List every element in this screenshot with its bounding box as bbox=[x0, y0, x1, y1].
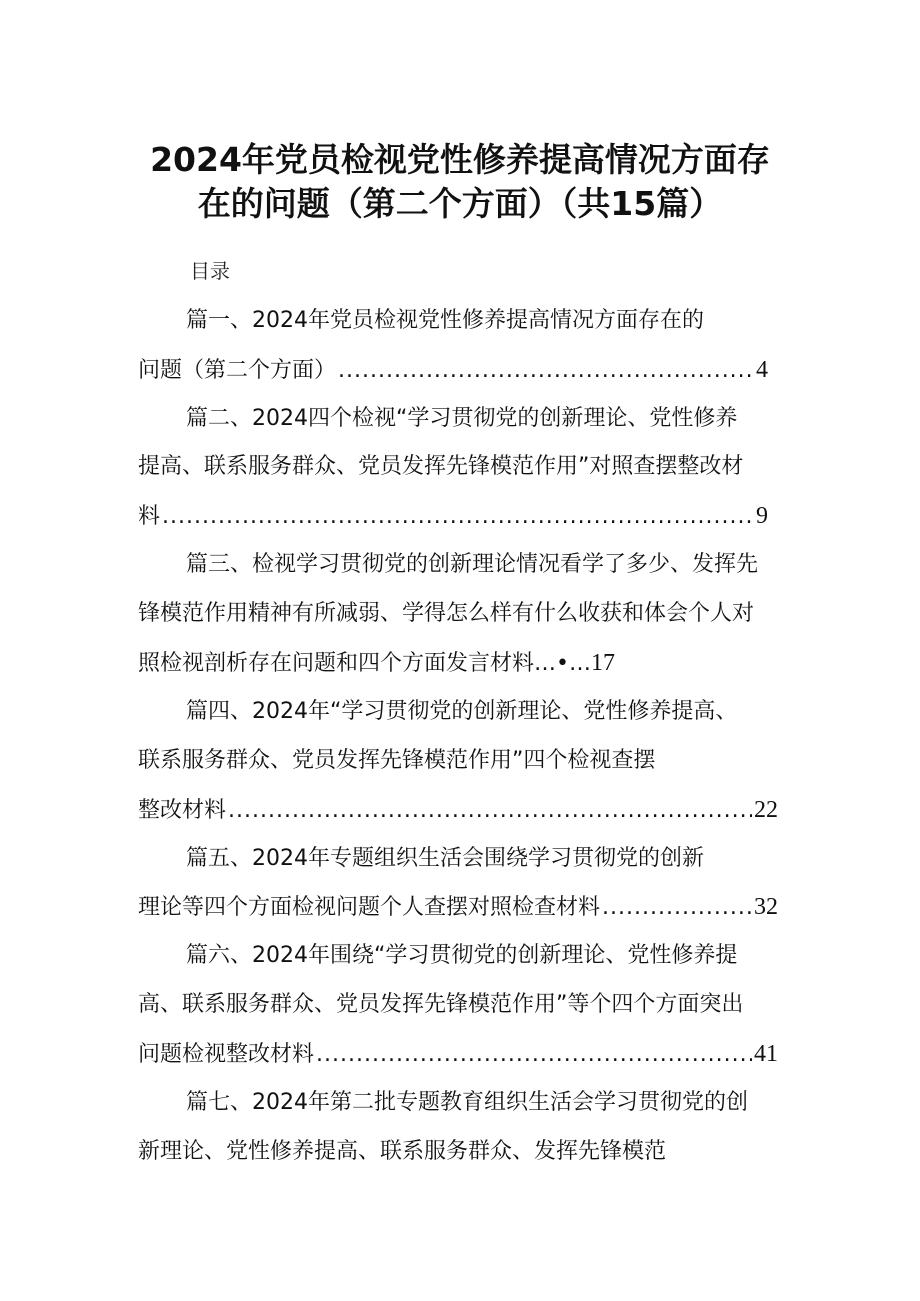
toc-entry-3-leader[interactable] bbox=[138, 646, 615, 681]
toc-entry-6-text: 问题检视整改材料 bbox=[138, 1042, 315, 1067]
toc-entry-5-page: 32 bbox=[754, 894, 778, 920]
toc-entry-6-line-2: 高、联系服务群众、党员发挥先锋模范作用”等个四个方面突出 bbox=[138, 992, 744, 1017]
toc-entry-7-line-2: 新理论、党性修养提高、联系服务群众、发挥先锋模范 bbox=[138, 1139, 667, 1164]
toc-entry-7-line-1: 篇七、2024年第二批专题教育组织生活会学习贯彻党的创 bbox=[186, 1090, 748, 1115]
dot-leader bbox=[316, 1038, 752, 1072]
dot-leader bbox=[228, 794, 752, 828]
toc-entry-4-leader[interactable] bbox=[138, 793, 778, 828]
toc-entry-4-text: 整改材料 bbox=[138, 798, 227, 823]
toc-entry-3-line-1: 篇三、检视学习贯彻党的创新理论情况看学了多少、发挥先 bbox=[186, 552, 759, 577]
toc-entry-1-page: 4 bbox=[756, 357, 768, 383]
toc-entry-2-page: 9 bbox=[756, 503, 768, 529]
toc-entry-2-text: 料 bbox=[138, 504, 161, 529]
toc-entry-3-line-2: 锋模范作用精神有所减弱、学得怎么样有什么收获和体会个人对 bbox=[138, 601, 755, 626]
toc-entry-3-text: 照检视剖析存在问题和四个方面发言材料…•… bbox=[138, 651, 591, 676]
toc-entry-1-text: 问题（第二个方面） bbox=[138, 358, 337, 383]
toc-entry-5-leader[interactable] bbox=[138, 890, 778, 925]
toc-entry-6-page: 41 bbox=[754, 1041, 778, 1067]
toc-entry-2-line-2: 提高、联系服务群众、党员发挥先锋模范作用”对照查摆整改材 bbox=[138, 454, 744, 479]
toc-entry-5-text: 理论等四个方面检视问题个人查摆对照检查材料 bbox=[138, 895, 601, 920]
toc-entry-2-leader[interactable] bbox=[138, 499, 768, 534]
toc-entry-3-page: 17 bbox=[590, 650, 615, 676]
dot-leader bbox=[602, 891, 752, 925]
toc-entry-4-page: 22 bbox=[754, 797, 778, 823]
toc-heading: 目录 bbox=[190, 259, 230, 283]
toc-entry-6-leader[interactable] bbox=[138, 1037, 778, 1072]
toc-entry-1-line-1: 篇一、2024年党员检视党性修养提高情况方面存在的 bbox=[186, 308, 704, 333]
document-title-line-2: 在的问题（第二个方面）（共15篇） bbox=[197, 184, 723, 223]
dot-leader bbox=[162, 500, 754, 534]
toc-entry-5-line-1: 篇五、2024年专题组织生活会围绕学习贯彻党的创新 bbox=[186, 846, 704, 871]
toc-entry-4-line-2: 联系服务群众、党员发挥先锋模范作用”四个检视查摆 bbox=[138, 748, 656, 773]
toc-entry-2-line-1: 篇二、2024四个检视“学习贯彻党的创新理论、党性修养 bbox=[186, 406, 738, 431]
toc-entry-4-line-1: 篇四、2024年“学习贯彻党的创新理论、党性修养提高、 bbox=[186, 699, 738, 724]
document-title-line-1: 2024年党员检视党性修养提高情况方面存 bbox=[150, 140, 770, 179]
toc-entry-6-line-1: 篇六、2024年围绕“学习贯彻党的创新理论、党性修养提 bbox=[186, 943, 738, 968]
toc-entry-1-leader[interactable] bbox=[138, 353, 768, 388]
dot-leader bbox=[338, 354, 754, 388]
